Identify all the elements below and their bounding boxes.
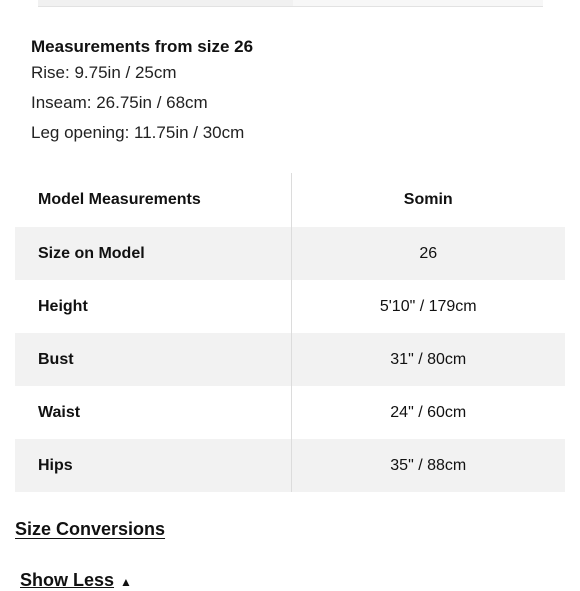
row-value: 31" / 80cm xyxy=(291,333,565,386)
row-label: Size on Model xyxy=(15,227,291,280)
size-toggle-segment[interactable] xyxy=(293,0,543,6)
row-label: Hips xyxy=(15,439,291,492)
show-less-button[interactable] xyxy=(20,570,132,591)
leg-opening-measurement: Leg opening: 11.75in / 30cm xyxy=(31,123,245,142)
show-less-label: Show Less xyxy=(20,570,115,590)
table-row xyxy=(15,227,565,280)
chevron-up-icon: ▲ xyxy=(120,575,132,589)
row-value: 24" / 60cm xyxy=(291,386,565,439)
measurements-title: Measurements from size 26 xyxy=(31,37,254,56)
model-measurements-table xyxy=(15,173,565,492)
row-label: Bust xyxy=(15,333,291,386)
garment-measurements xyxy=(31,36,253,148)
size-conversions-link[interactable]: Size Conversions xyxy=(15,519,166,539)
table-row xyxy=(15,439,565,492)
row-value: 5'10" / 179cm xyxy=(291,280,565,333)
table-header-label: Model Measurements xyxy=(38,191,201,208)
table-header-row xyxy=(15,173,565,227)
rise-measurement: Rise: 9.75in / 25cm xyxy=(31,63,177,82)
table-row xyxy=(15,280,565,333)
size-toggle-strip xyxy=(38,0,543,7)
inseam-measurement: Inseam: 26.75in / 68cm xyxy=(31,93,208,112)
model-name: Somin xyxy=(291,173,565,227)
row-label: Height xyxy=(38,297,88,315)
table-row xyxy=(15,333,565,386)
row-label: Waist xyxy=(38,403,81,421)
row-value: 26 xyxy=(291,227,565,280)
row-value: 35" / 88cm xyxy=(291,439,565,492)
table-row xyxy=(15,386,565,439)
